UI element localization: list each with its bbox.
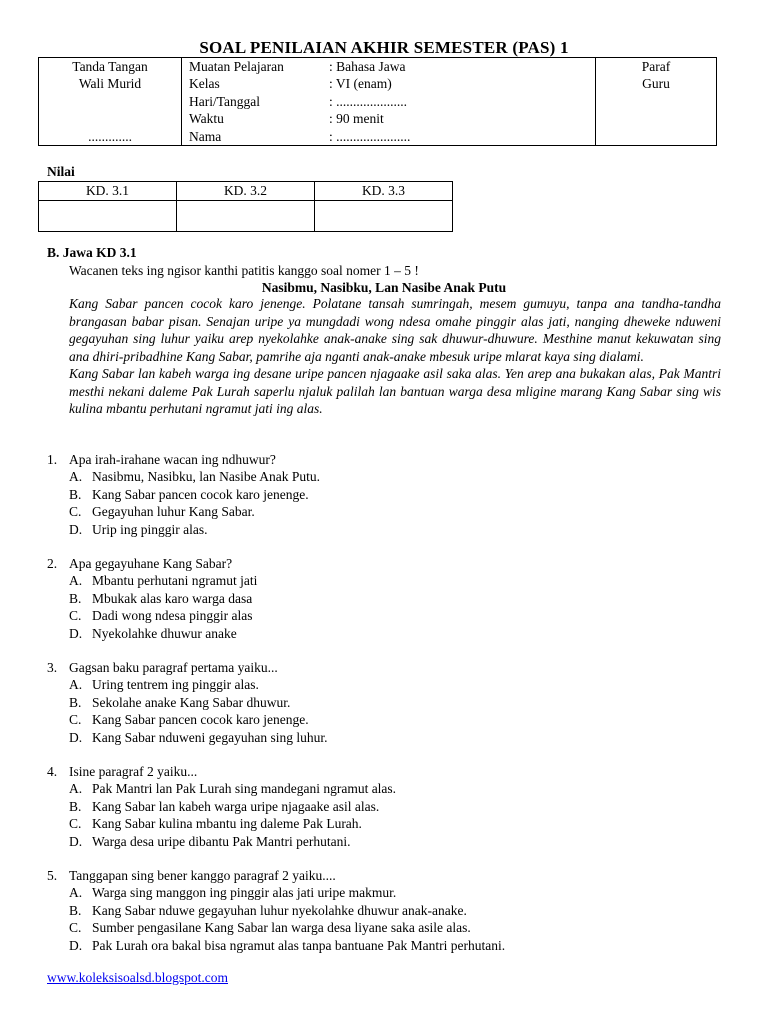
answer-option[interactable] — [47, 937, 505, 954]
nilai-column-header: KD. 3.1 — [39, 182, 177, 201]
option-letter: D. — [69, 937, 83, 953]
option-text: Dadi wong ndesa pinggir alas — [92, 608, 253, 624]
answer-option[interactable] — [47, 625, 257, 642]
nilai-column-header: KD. 3.2 — [177, 182, 315, 201]
paraf-cell — [596, 58, 717, 146]
answer-option[interactable] — [47, 919, 505, 936]
answer-option[interactable] — [47, 521, 320, 538]
option-text: Kang Sabar pancen cocok karo jenenge. — [92, 486, 309, 502]
question-text: Tanggapan sing bener kanggo paragraf 2 yaiku.... — [69, 868, 336, 883]
option-text: Urip ing pinggir alas. — [92, 521, 208, 537]
option-letter: B. — [69, 486, 82, 502]
option-letter: D. — [69, 625, 83, 641]
page-title: SOAL PENILAIAN AKHIR SEMESTER (PAS) 1 — [199, 38, 569, 57]
reading-title: Nasibmu, Nasibku, Lan Nasibe Anak Putu — [261, 280, 507, 295]
option-letter: C. — [69, 816, 82, 832]
answer-option[interactable] — [47, 902, 505, 919]
answer-option[interactable] — [47, 694, 327, 711]
option-text: Warga sing manggon ing pinggir alas jati uripe makmur. — [92, 885, 397, 901]
reading-text — [69, 295, 721, 418]
option-text: Kang Sabar nduweni gegayuhan sing luhur. — [92, 729, 328, 745]
option-letter: D. — [69, 521, 83, 537]
option-letter: B. — [69, 902, 82, 918]
header-table — [38, 57, 717, 146]
info-row: Waktu : 90 menit — [189, 111, 384, 127]
question-text: Isine paragraf 2 yaiku... — [69, 764, 198, 779]
question-stem — [47, 867, 505, 884]
option-letter: C. — [69, 504, 82, 520]
option-text: Nasibmu, Nasibku, lan Nasibe Anak Putu. — [92, 469, 320, 485]
answer-option[interactable] — [47, 676, 327, 693]
nilai-label: Nilai — [47, 164, 75, 179]
option-letter: A. — [69, 677, 83, 693]
question-number: 3. — [47, 660, 58, 675]
section-instruction: Wacanen teks ing ngisor kanthi patitis kanggo soal nomer 1 – 5 ! — [69, 263, 419, 278]
option-text: Uring tentrem ing pinggir alas. — [92, 677, 259, 693]
question-stem — [47, 763, 396, 780]
question-item — [47, 763, 396, 850]
option-text: Kang Sabar lan kabeh warga uripe njagaake asil alas. — [92, 798, 380, 814]
option-text: Warga desa uripe dibantu Pak Mantri perhutani. — [92, 833, 351, 849]
option-letter: C. — [69, 712, 82, 728]
signature-label-1: Tanda Tangan — [72, 59, 148, 74]
question-number: 5. — [47, 868, 58, 883]
info-cell — [182, 58, 596, 146]
option-text: Pak Mantri lan Pak Lurah sing mandegani ngramut alas. — [92, 781, 397, 797]
answer-option[interactable] — [47, 572, 257, 589]
nilai-score-cell — [177, 201, 315, 232]
option-letter: A. — [69, 469, 83, 485]
reading-paragraph: Kang Sabar lan kabeh warga ing desane uripe pancen njagaake asil saka alas. Yen arep ana bukakan alas, Pak Mantri mesthi nekani daleme Pak Lurah saperlu njaluk palilah lan bantuan warga desa mligine marang Kang Sabar sing wis kulina mbantu perhutani ngramut jati ing alas. — [69, 366, 721, 416]
option-letter: D. — [69, 729, 83, 745]
option-text: Sekolahe anake Kang Sabar dhuwur. — [92, 694, 291, 710]
answer-option[interactable] — [47, 815, 396, 832]
question-text: Gagsan baku paragraf pertama yaiku... — [69, 660, 278, 675]
question-item — [47, 659, 327, 746]
answer-option[interactable] — [47, 833, 396, 850]
answer-option[interactable] — [47, 590, 257, 607]
option-letter: B. — [69, 798, 82, 814]
info-row: Hari/Tanggal : ..................... — [189, 93, 408, 109]
question-number: 1. — [47, 452, 58, 467]
option-text: Gegayuhan luhur Kang Sabar. — [92, 504, 255, 520]
reading-paragraph: Kang Sabar pancen cocok karo jenenge. Polatane tansah sumringah, mesem gumuyu, tanpa ana tandha-tandha brangasan babar pisan. Senajan uripe ya mungdadi wong ndesa omahe pinggir alas jati, nanging dheweke nduweni gegayuhan sing luhur yaiku arep nyekolahke anak-anake sing sak dhuwur-dhuwure. Mesthine manut kekuwatan sing ana dhiri-pribadhine Kang Sabar, pamrihe aja nganti anak-anake mbesuk uripe mlarat kaya sing dialami. — [69, 296, 721, 364]
option-letter: D. — [69, 833, 83, 849]
option-text: Nyekolahke dhuwur anake — [92, 625, 237, 641]
section-title: B. Jawa KD 3.1 — [47, 245, 137, 260]
signature-dots: ............. — [88, 128, 132, 144]
signature-label-2: Wali Murid — [78, 76, 142, 92]
answer-option[interactable] — [47, 468, 320, 485]
question-text: Apa irah-irahane wacan ing ndhuwur? — [69, 452, 276, 467]
info-row: Muatan Pelajaran : Bahasa Jawa — [189, 59, 406, 74]
answer-option[interactable] — [47, 729, 327, 746]
info-row: Nama : ...................... — [189, 128, 411, 144]
option-letter: C. — [69, 608, 82, 624]
question-item — [47, 555, 257, 642]
option-letter: A. — [69, 573, 83, 589]
signature-cell — [39, 58, 182, 146]
option-letter: A. — [69, 885, 83, 901]
answer-option[interactable] — [47, 780, 396, 797]
option-text: Mbukak alas karo warga dasa — [92, 590, 253, 606]
footer-link[interactable]: www.koleksisoalsd.blogspot.com — [47, 970, 228, 985]
question-stem — [47, 555, 257, 572]
question-text: Apa gegayuhane Kang Sabar? — [69, 556, 233, 571]
nilai-score-cell — [39, 201, 177, 232]
answer-option[interactable] — [47, 503, 320, 520]
option-text: Kang Sabar nduwe gegayuhan luhur nyekolahke dhuwur anak-anake. — [92, 902, 467, 918]
option-text: Sumber pengasilane Kang Sabar lan warga desa liyane saka asile alas. — [92, 920, 471, 936]
option-text: Kang Sabar kulina mbantu ing daleme Pak Lurah. — [92, 816, 362, 832]
question-number: 4. — [47, 764, 58, 779]
option-letter: B. — [69, 694, 82, 710]
option-letter: B. — [69, 590, 82, 606]
paraf-label-1: Paraf — [641, 59, 671, 74]
nilai-column-header: KD. 3.3 — [315, 182, 453, 201]
answer-option[interactable] — [47, 711, 327, 728]
question-number: 2. — [47, 556, 58, 571]
answer-option[interactable] — [47, 607, 257, 624]
option-letter: A. — [69, 781, 83, 797]
question-item — [47, 867, 505, 954]
option-text: Mbantu perhutani ngramut jati — [92, 573, 258, 589]
paraf-label-2: Guru — [642, 76, 670, 92]
info-row: Kelas : VI (enam) — [189, 76, 392, 92]
option-letter: C. — [69, 920, 82, 936]
answer-option[interactable] — [47, 884, 505, 901]
option-text: Kang Sabar pancen cocok karo jenenge. — [92, 712, 309, 728]
option-text: Pak Lurah ora bakal bisa ngramut alas tanpa bantuane Pak Mantri perhutani. — [92, 937, 506, 953]
question-stem — [47, 451, 320, 468]
answer-option[interactable] — [47, 798, 396, 815]
question-stem — [47, 659, 327, 676]
nilai-score-cell — [315, 201, 453, 232]
nilai-table — [38, 181, 453, 232]
question-item — [47, 451, 320, 538]
answer-option[interactable] — [47, 486, 320, 503]
